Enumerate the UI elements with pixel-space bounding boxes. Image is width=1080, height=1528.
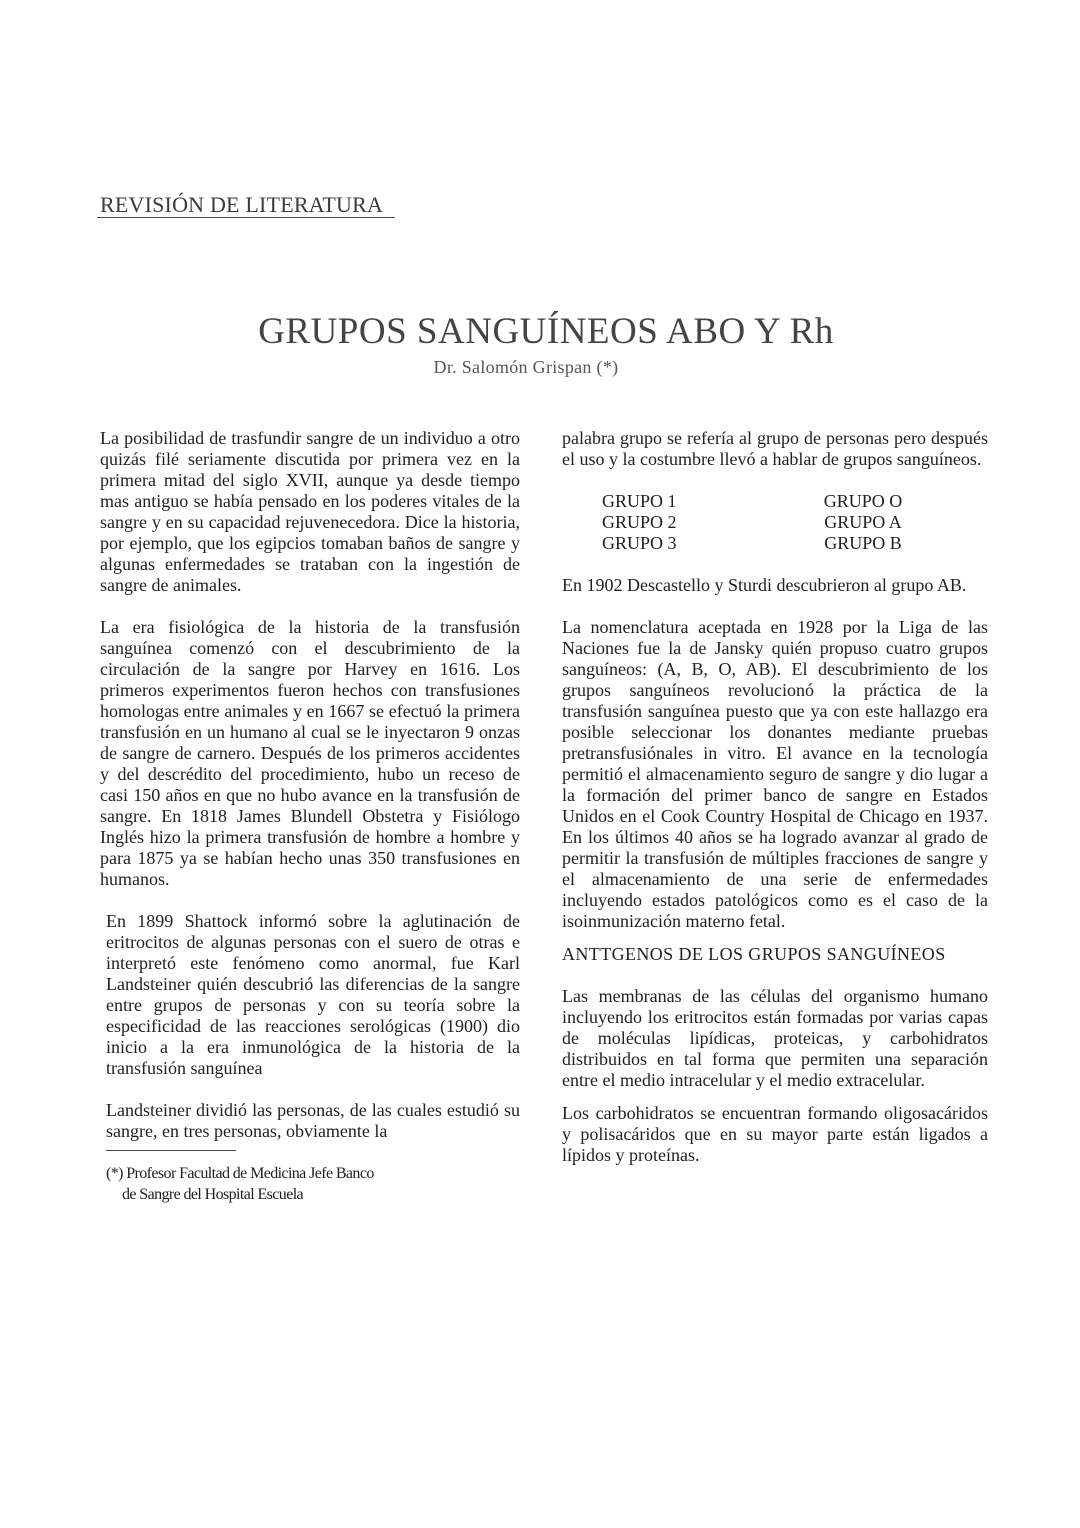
paragraph: En 1902 Descastello y Sturdi descubrieron al grupo AB. — [562, 575, 967, 595]
blood-groups-table — [562, 491, 988, 554]
paragraph: palabra grupo se refería al grupo de personas pero después el uso y la costumbre llevó a hablar de grupos sanguíneos. — [562, 428, 988, 469]
paragraph: Los carbohidratos se encuentran formando oligosacáridos y polisacáridos que en su mayor parte están ligados a lípidos y proteínas. — [562, 1103, 988, 1165]
footnote-line: de Sangre del Hospital Escuela — [122, 1186, 304, 1203]
group-number: GRUPO 1 — [602, 491, 677, 511]
section-underline — [97, 217, 395, 218]
right-column — [562, 428, 988, 1166]
paragraph: La era fisiológica de la historia de la transfusión sanguínea comenzó con el descubrimiento de la circulación de la sangre por Harvey en 1616. Los primeros experimentos fueron hechos con transfusiones homologas entre animales y en 1667 se efectuó la primera transfusión en un humano al cual se le inyectaron 9 onzas de sangre de carnero. Después de los primeros accidentes y del descrédito del procedimiento, hubo un receso de casi 150 años en que no hubo avance en la transfusión de sangre. En 1818 James Blundell Obstetra y Fisiólogo Inglés hizo la primera transfusión de hombre a hombre y para 1875 ya se habían hecho unas 350 transfusiones en humanos. — [100, 617, 520, 889]
paragraph: La posibilidad de trasfundir sangre de un individuo a otro quizás filé seriamente discutida por primera vez en la primera mitad del siglo XVII, aunque ya desde tiempo mas antiguo se había pensado en los poderes vitales de la sangre y en su capacidad rejuvenecedora. Dice la historia, por ejemplo, que los egipcios tomaban baños de sangre y algunas enfermedades se trataban con la ingestión de sangre de animales. — [100, 428, 520, 595]
paragraph: Las membranas de las células del organismo humano incluyendo los eritrocitos están formadas por varias capas de moléculas lipídicas, proteicas, y carbohidratos distribuidos en tal forma que permiten una separación entre el medio intracelular y el medio extracelular. — [562, 986, 988, 1090]
group-number: GRUPO 3 — [602, 533, 677, 553]
paragraph: En 1899 Shattock informó sobre la aglutinación de eritrocitos de algunas personas con el suero de otras e interpretó este fenómeno como anormal, fue Karl Landsteiner quién descubrió las diferencias de la sangre entre grupos de personas y con su teoría sobre la especificidad de las reacciones serológicas (1900) dio inicio a la era inmunológica de la historia de la transfusión sanguínea — [106, 911, 520, 1078]
article-author: Dr. Salomón Grispan (*) — [433, 357, 619, 377]
left-column — [100, 428, 520, 1205]
footnote-rule — [106, 1150, 236, 1151]
footnote — [106, 1163, 520, 1205]
group-letter: GRUPO A — [824, 512, 902, 532]
group-letter: GRUPO B — [824, 533, 902, 553]
section-heading: ANTTGENOS DE LOS GRUPOS SANGUÍNEOS — [562, 944, 946, 964]
paragraph: Landsteiner dividió las personas, de las cuales estudió su sangre, en tres personas, obviamente la — [106, 1100, 520, 1141]
footnote-line: (*) Profesor Facultad de Medicina Jefe Banco — [106, 1165, 374, 1182]
section-label: REVISIÓN DE LITERATURA — [100, 192, 384, 217]
group-number: GRUPO 2 — [602, 512, 677, 532]
paragraph: La nomenclatura aceptada en 1928 por la Liga de las Naciones fue la de Jansky quién propuso cuatro grupos sanguíneos: (A, B, O, AB). El descubrimiento de los grupos sanguíneos revolucionó la práctica de la transfusión sanguínea puesto que ya con este hallazgo era posible seleccionar los donantes mediante pruebas pretransfusiónales in vitro. El avance en la tecnología permitió el almacenamiento seguro de sangre y dio lugar a la formación del primer banco de sangre en Estados Unidos en el Cook Country Hospital de Chicago en 1937. En los últimos 40 años se ha logrado avanzar al grado de permitir la transfusión de múltiples fracciones de sangre y el almacenamiento de una serie de enfermedades incluyendo estados patológicos como es el caso de la isoinmunización materno fetal. — [562, 617, 988, 931]
article-title: GRUPOS SANGUÍNEOS ABO Y Rh — [258, 311, 834, 352]
group-letter: GRUPO O — [823, 491, 903, 511]
